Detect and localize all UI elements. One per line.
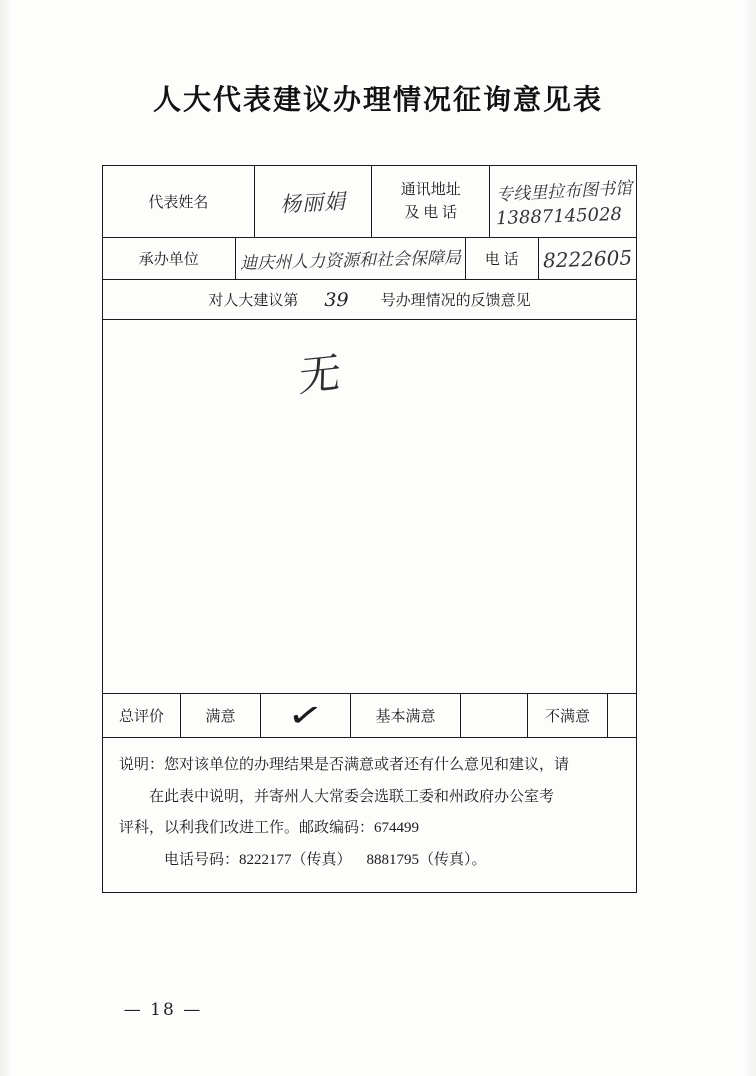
- check-icon: ✓: [285, 693, 326, 738]
- value-representative-name: [255, 166, 373, 237]
- checkbox-unsatisfied[interactable]: [608, 694, 636, 737]
- note-line-2: 在此表中说明，并寄州人大常委会选联工委和州政府办公室考: [149, 788, 555, 805]
- handwritten-address: 专线里拉布图书馆: [495, 177, 633, 206]
- table-row-note: [103, 738, 636, 892]
- option-unsatisfied-label: 不满意: [528, 694, 608, 737]
- handwritten-phone: 13887145028: [495, 203, 623, 229]
- handwritten-unit-tel: 8222605: [542, 244, 633, 273]
- label-contact: [372, 166, 490, 237]
- feedback-statement: [103, 289, 636, 311]
- label-contact-line2: 及 电 话: [404, 204, 457, 221]
- opinion-form-table: [102, 165, 637, 893]
- table-row-feedback-body: [103, 320, 636, 694]
- value-handling-unit: [236, 238, 466, 279]
- checkbox-satisfied[interactable]: [261, 694, 351, 737]
- scan-edge-left: [0, 0, 14, 1076]
- label-handling-unit: 承办单位: [103, 238, 236, 279]
- value-unit-tel: [539, 238, 636, 279]
- note-line-1: 说明：您对该单位的办理结果是否满意或者还有什么意见和建议，请: [119, 757, 570, 773]
- option-satisfied-label: 满意: [181, 694, 261, 737]
- table-row-representative: [103, 166, 636, 238]
- label-overall-evaluation: 总评价: [103, 694, 181, 737]
- label-unit-tel: 电 话: [466, 238, 539, 279]
- note-line-3: 评科，以利我们改进工作。邮政编码：674499: [119, 820, 420, 836]
- handwritten-feedback-content: 无: [298, 347, 342, 402]
- page-number: — 18 —: [123, 1000, 203, 1020]
- page-title: 人大代表建议办理情况征询意见表: [152, 83, 603, 116]
- label-contact-line1: 通讯地址: [400, 182, 461, 198]
- handwritten-unit: 迪庆州人力资源和社会保障局: [239, 248, 461, 274]
- value-contact: [490, 166, 636, 237]
- table-row-unit: [103, 238, 636, 280]
- scan-edge-right: [742, 0, 756, 1076]
- label-representative-name: 代表姓名: [103, 166, 255, 237]
- statement-suffix: 号办理情况的反馈意见: [380, 293, 531, 309]
- handwritten-name: 杨丽娟: [279, 188, 347, 217]
- statement-prefix: 对人大建议第: [208, 293, 299, 309]
- handwritten-suggestion-number: 39: [324, 288, 349, 311]
- note-line-4: 电话号码：8222177（传真） 8881795（传真）。: [164, 851, 487, 868]
- option-basic-satisfied-label: 基本满意: [351, 694, 461, 737]
- table-row-statement: [103, 280, 636, 320]
- checkbox-basic-satisfied[interactable]: [461, 694, 528, 737]
- feedback-body-area: [103, 320, 636, 693]
- table-row-evaluation: [103, 694, 636, 738]
